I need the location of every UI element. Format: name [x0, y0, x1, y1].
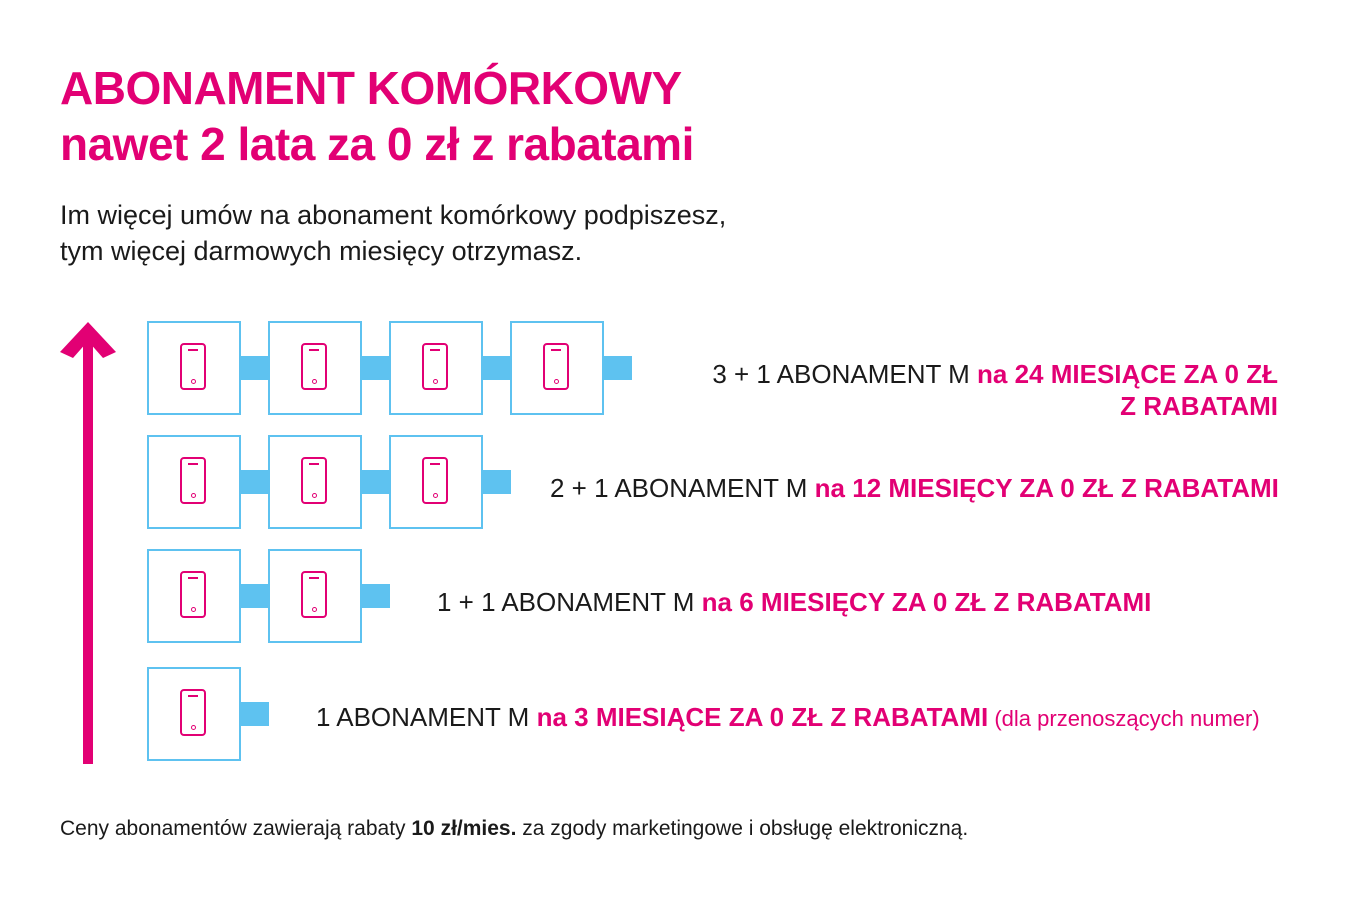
tier-highlight: na 3 MIESIĄCE ZA 0 ZŁ Z RABATAMI [536, 702, 989, 732]
page-subtitle [60, 197, 726, 269]
tier-highlight: na 6 MIESIĘCY ZA 0 ZŁ Z RABATAMI [701, 587, 1152, 617]
tier-label-2 [437, 586, 1151, 618]
tier-label-4 [712, 358, 1278, 422]
connector [602, 356, 632, 380]
smartphone-icon [180, 457, 206, 504]
smartphone-icon [180, 571, 206, 618]
connector [360, 470, 390, 494]
smartphone-icon [301, 457, 327, 504]
tier-label-3 [550, 472, 1279, 504]
tier-row-4 [147, 321, 642, 415]
plan-box [268, 435, 362, 529]
tier-highlight-line-2: Z RABATAMI [1120, 391, 1278, 421]
tier-row-3 [147, 435, 517, 529]
smartphone-icon [543, 343, 569, 390]
connector [360, 356, 390, 380]
plan-box [147, 435, 241, 529]
plan-box [389, 321, 483, 415]
plan-box [268, 321, 362, 415]
smartphone-icon [301, 343, 327, 390]
plan-box [510, 321, 604, 415]
connector [481, 356, 511, 380]
subtitle-line-2: tym więcej darmowych miesięcy otrzymasz. [60, 236, 583, 266]
subtitle-line-1: Im więcej umów na abonament komórkowy podpiszesz, [60, 200, 727, 230]
plan-box [147, 321, 241, 415]
tier-plain: 1 ABONAMENT M [316, 702, 537, 732]
connector [239, 584, 269, 608]
footer-bold: 10 zł/mies. [411, 817, 517, 840]
connector [239, 356, 269, 380]
title-line-2: nawet 2 lata za 0 zł z rabatami [60, 118, 694, 170]
tier-label-1 [316, 701, 1260, 735]
connector [239, 702, 269, 726]
smartphone-icon [180, 343, 206, 390]
title-line-1: ABONAMENT KOMÓRKOWY [60, 62, 682, 114]
tier-note: (dla przenoszących numer) [988, 706, 1260, 731]
smartphone-icon [180, 689, 206, 736]
footer-text-after: za zgody marketingowe i obsługę elektroniczną. [516, 817, 969, 840]
page-title [60, 60, 694, 172]
connector [239, 470, 269, 494]
connector [481, 470, 511, 494]
smartphone-icon [301, 571, 327, 618]
arrow-up-icon [58, 322, 118, 764]
connector [360, 584, 390, 608]
tier-highlight: na 12 MIESIĘCY ZA 0 ZŁ Z RABATAMI [814, 473, 1279, 503]
plan-box [147, 549, 241, 643]
tier-row-2 [147, 549, 397, 643]
plan-box [268, 549, 362, 643]
plan-box [147, 667, 241, 761]
tier-plain: 3 + 1 ABONAMENT M [712, 359, 978, 389]
tier-plain: 2 + 1 ABONAMENT M [550, 473, 815, 503]
footer-text-before: Ceny abonamentów zawierają rabaty [60, 817, 412, 840]
tier-plain: 1 + 1 ABONAMENT M [437, 587, 702, 617]
footer-note [60, 814, 968, 844]
plan-box [389, 435, 483, 529]
smartphone-icon [422, 457, 448, 504]
tier-highlight: na 24 MIESIĄCE ZA 0 ZŁ [977, 359, 1278, 389]
tier-row-1 [147, 667, 272, 761]
smartphone-icon [422, 343, 448, 390]
